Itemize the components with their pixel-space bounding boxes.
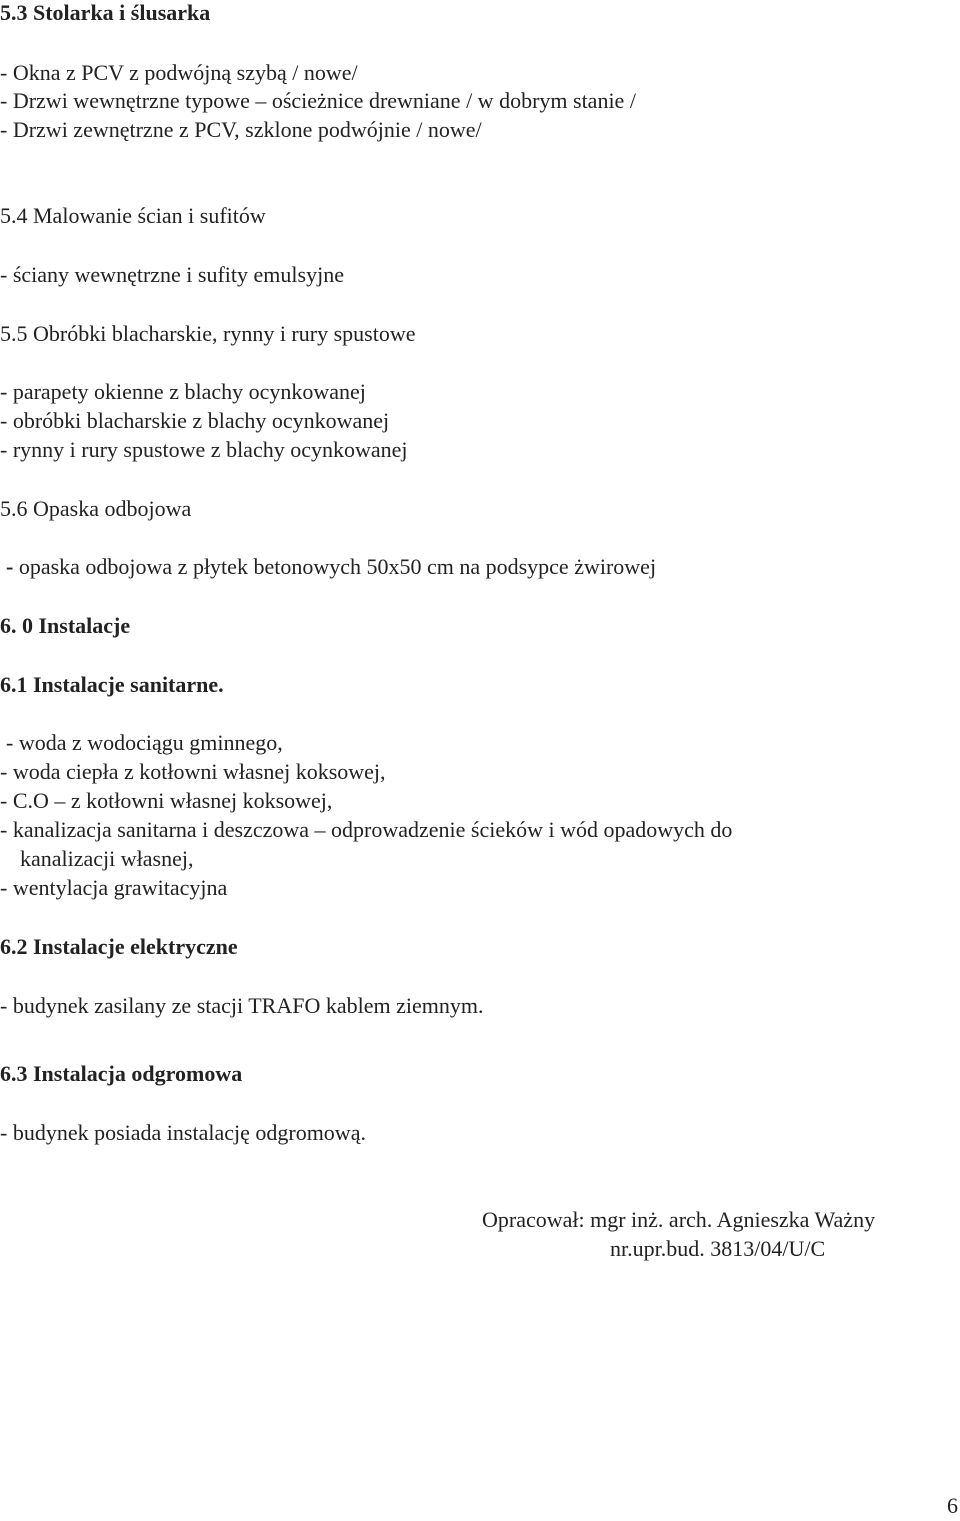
section-heading-5-3: 5.3 Stolarka i ślusarka — [0, 0, 211, 25]
list-item: - rynny i rury spustowe z blachy ocynkowanej — [0, 437, 408, 462]
signature-license: nr.upr.bud. 3813/04/U/C — [610, 1236, 826, 1261]
list-item: - wentylacja grawitacyjna — [0, 875, 228, 900]
list-item: - woda z wodociągu gminnego, — [6, 730, 283, 755]
list-item: - C.O – z kotłowni własnej koksowej, — [0, 788, 333, 813]
section-heading-6-3: 6.3 Instalacja odgromowa — [0, 1061, 243, 1086]
list-item: - obróbki blacharskie z blachy ocynkowanej — [0, 408, 390, 433]
list-item-text: opaska odbojowa z płytek betonowych 50x50 cm na podsypce żwirowej — [13, 554, 657, 579]
list-item: - budynek zasilany ze stacji TRAFO kablem ziemnym. — [0, 993, 484, 1018]
list-item: - Drzwi zewnętrzne z PCV, szklone podwójnie / nowe/ — [0, 117, 482, 142]
list-item: - parapety okienne z blachy ocynkowanej — [0, 379, 366, 404]
list-item: - Drzwi wewnętrzne typowe – ościeżnice drewniane / w dobrym stanie / — [0, 88, 636, 113]
section-heading-5-5: 5.5 Obróbki blacharskie, rynny i rury spustowe — [0, 321, 416, 346]
signature-author: Opracował: mgr inż. arch. Agnieszka Ważny — [482, 1207, 876, 1232]
list-item: - kanalizacja sanitarna i deszczowa – odprowadzenie ścieków i wód opadowych do — [0, 817, 733, 842]
list-item — [6, 554, 656, 580]
list-item: - Okna z PCV z podwójną szybą / nowe/ — [0, 60, 358, 85]
section-heading-6-0: 6. 0 Instalacje — [0, 613, 131, 638]
list-dash: - — [6, 554, 14, 579]
list-item: - budynek posiada instalację odgromową. — [0, 1120, 366, 1145]
section-heading-6-2: 6.2 Instalacje elektryczne — [0, 934, 238, 959]
list-item-continuation: kanalizacji własnej, — [20, 846, 194, 871]
section-heading-6-1: 6.1 Instalacje sanitarne. — [0, 672, 224, 697]
list-item: - ściany wewnętrzne i sufity emulsyjne — [0, 262, 344, 287]
page-number: 6 — [947, 1493, 958, 1518]
list-item: - woda ciepła z kotłowni własnej koksowej, — [0, 759, 386, 784]
section-heading-5-4: 5.4 Malowanie ścian i sufitów — [0, 203, 266, 228]
section-heading-5-6: 5.6 Opaska odbojowa — [0, 496, 192, 521]
